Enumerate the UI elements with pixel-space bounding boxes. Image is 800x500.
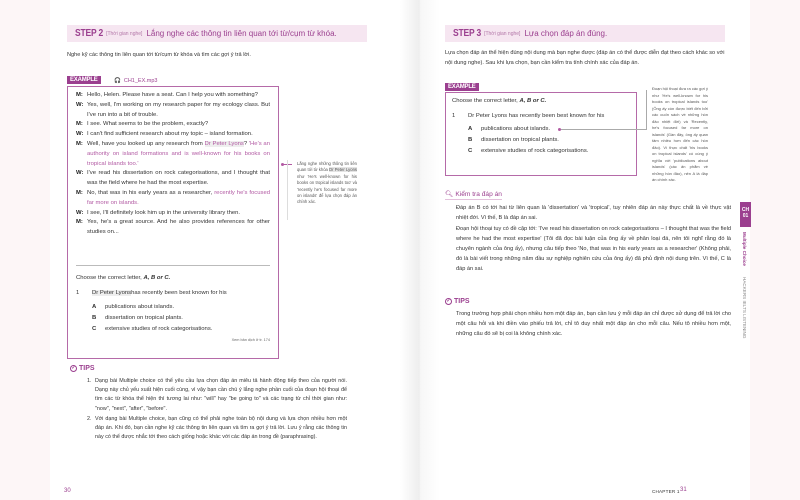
dialogue-line: M: Hello, Helen. Please have a seat. Can I help you with something?	[76, 92, 258, 98]
check-answer-heading: 🔍︎ Kiểm tra đáp án	[445, 190, 502, 198]
audio-file[interactable]	[114, 78, 158, 84]
dialogue-line: W: I can't find sufficient research about my topic – island formation.	[76, 131, 253, 138]
step-number: STEP 2	[75, 28, 104, 39]
dialogue-line-key: M: Well, have you looked up any research from Dr Peter Lyons? 'He's an authority on island formations and is well-known for his books on tropical islands too.'	[76, 140, 270, 167]
option-c: C extensive studies of rock categorisations.	[92, 326, 213, 332]
page-number: 30	[64, 488, 71, 494]
side-note: Đoạn hội thoại đưa ra các gợi ý như 'He's well-known for his books on tropical islands too' (Ông ấy còn được biết đến bởi các cuốn sách về những hòn đảo nhiệt đới) và 'Recently, he's focused far more on islands' (Gần đây, ông ấy quan tâm nhiều hơn đến các hòn đảo). Vì thực chất 'his books on tropical islands' có cùng ý nghĩa với 'publications about islands' (các ấn phẩm về những hòn đảo), nên A là đáp án chính xác.	[652, 86, 708, 182]
example-label: EXAMPLE	[445, 83, 479, 91]
note-rule	[287, 160, 288, 220]
answer-hint-highlight: 'He's an authority on island formations and is well-known for his books on tropical islands too.'	[87, 140, 270, 167]
keyword-box: Dr Peter Lyons	[92, 290, 132, 296]
left-page	[50, 0, 400, 500]
option-b: B dissertation on tropical plants.	[92, 315, 183, 321]
tips-heading: ✓ TIPS	[71, 365, 95, 372]
example-label: EXAMPLE	[67, 76, 101, 84]
tips-list	[87, 377, 347, 443]
paragraph: Đáp án B có tới hai từ liên quan là 'dissertation' và 'tropical', tuy nhiên đáp án này thực chất là về thực vật nhiệt đới. Vì thế, B là đáp án sai.	[456, 205, 731, 221]
connector-line	[561, 129, 646, 130]
paragraph: Đoạn hội thoại tuy có đề cập tới: 'I've read his dissertation on rock categorisations – I thought that was the field where he had the most expertise' (Tôi đã đọc bài luận của ông ấy về phân loại đá, nên tôi nghĩ rằng đó là chuyên ngành của ông ấy), nhưng câu tiếp theo 'No, that was in his early years as a researcher' (Không phải, đó là bài viết trong những năm đầu sự nghiệp nghiên cứu của ông ấy) đã phủ định nội dung trên. Vì thế, C là đáp án sai.	[456, 226, 731, 272]
step-tag: [Thời gian nghe]	[106, 30, 143, 37]
dialogue	[76, 91, 270, 238]
magnifier-icon: 🔍︎	[445, 191, 454, 198]
step-3-bar	[445, 25, 725, 42]
right-page	[440, 0, 750, 500]
step-title: Lựa chọn đáp án đúng.	[524, 29, 608, 38]
tips-heading: ✓ TIPS	[446, 298, 470, 305]
option-a-correct: A publications about islands.	[468, 126, 551, 132]
check-circle-icon: ✓	[446, 298, 451, 304]
keyword-highlight: Dr Peter Lyons	[204, 140, 244, 147]
tip-item: 1. Dạng bài Multiple choice có thể yêu cầu lựa chọn đáp án miêu tả hành động tiếp theo của người nói. Dạng này chủ yếu xuất hiện cuối cùng, vì vậy bạn cần chú ý lắng nghe phần cuối của đoạn hội thoại để tìm các từ khóa thể hiện thì tương lai như: "will" hay "be going to" và các trạng từ chỉ thời gian như: "now", "next", "after", "before".	[87, 378, 347, 412]
option-a: A publications about islands.	[92, 304, 175, 310]
step-number: STEP 3	[453, 28, 482, 39]
dialogue-line: W: I've read his dissertation on rock categorisations, and I thought that was the field where he had the most expertise.	[76, 170, 270, 187]
step-intro: Nghe kỹ các thông tin liên quan tới từ/cụm từ khóa và tìm các gợi ý trả lời.	[67, 52, 251, 58]
question-instruction: Choose the correct letter, A, B or C.	[452, 98, 547, 104]
chapter-label: CHAPTER 1	[652, 489, 680, 494]
check-circle-icon: ✓	[71, 365, 76, 371]
page-gutter	[400, 0, 440, 500]
dialogue-line: W: I see, I'll definitely look him up in the university library then.	[76, 209, 241, 216]
tips-body: Trong trường hợp phải chọn nhiều hơn một đáp án, bạn cần lưu ý mỗi đáp án chỉ được sử dụng để trả lời cho một câu hỏi và khi điền vào phiếu trả lời, chỉ tô duy nhất một đáp án cho mỗi câu. Nếu tô nhiều hơn một, những câu đó sẽ bị coi là không chính xác.	[456, 311, 731, 337]
book-label: HACKERS IELTS LISTENING	[742, 277, 747, 339]
side-note: Lắng nghe những thông tin liên quan tới từ khóa Dr Peter Lyons như 'He's well-known for his books on tropical islands too' và 'recently he's focused far more on islands' để lựa chọn đáp án chính xác.	[297, 161, 358, 205]
dialogue-line-key: M: No, that was in his early years as a researcher, recently he's focused far more on islands.	[76, 189, 270, 206]
step-intro: Lựa chọn đáp án thể hiện đúng nội dung mà bạn nghe được (đáp án có thể được diễn đạt theo cách khác so với nội dung nghe). Sau khi lựa chọn, bạn cần kiểm tra tính chính xác của đáp án.	[445, 50, 725, 66]
question-stem: 1 Dr Peter Lyons has recently been best known for his	[452, 113, 605, 119]
translation-reference: Xem bản dịch ở tr. 174	[231, 338, 270, 342]
divider	[76, 265, 270, 266]
check-answer-body	[456, 203, 731, 275]
option-b: B dissertation on tropical plants.	[468, 137, 559, 143]
example-box	[67, 86, 279, 359]
step-tag: [Thời gian nghe]	[484, 30, 521, 37]
question-stem: 1 Dr Peter Lyons has recently been best known for his	[76, 290, 227, 296]
step-title: Lắng nghe các thông tin liên quan tới từ/cụm từ khóa.	[146, 29, 337, 38]
dialogue-line: M: Yes, he's a great source. And he also provides references for other studies on...	[76, 219, 270, 236]
tip-item: 2. Với dạng bài Multiple choice, bạn cũng có thể phải nghe toàn bộ nội dung và lựa chọn nhiều hơn một đáp án. Khi đó, bạn cần nghe kỹ các thông tin liên quan và tìm ra gợi ý trả lời. Lưu ý rằng các thông tin này có thể được nhắc tới theo cách giống hoặc khác với các đáp án trong đề (paraphrasing).	[87, 415, 347, 441]
note-rule	[646, 90, 647, 130]
page-number: 31	[680, 487, 687, 493]
option-c: C extensive studies of rock categorisations.	[468, 148, 589, 154]
chapter-tab-box: CH 01	[740, 202, 751, 227]
dialogue-line: W: Yes, well, I'm working on my research paper for my ecology class. But I've run into a bit of trouble.	[76, 101, 270, 118]
headphones-icon: 🎧	[114, 78, 121, 84]
dialogue-line: M: I see. What seems to be the problem, exactly?	[76, 121, 209, 128]
audio-filename: CH1_EX.mp3	[123, 78, 158, 84]
step-2-bar	[67, 25, 367, 42]
answer-hint-highlight: recently he's focused far more on islands.	[87, 189, 270, 206]
book-spread	[50, 0, 750, 500]
section-label: Multiple Choice	[742, 232, 747, 266]
example-box	[445, 92, 637, 176]
question-instruction: Choose the correct letter, A, B or C.	[76, 275, 171, 281]
